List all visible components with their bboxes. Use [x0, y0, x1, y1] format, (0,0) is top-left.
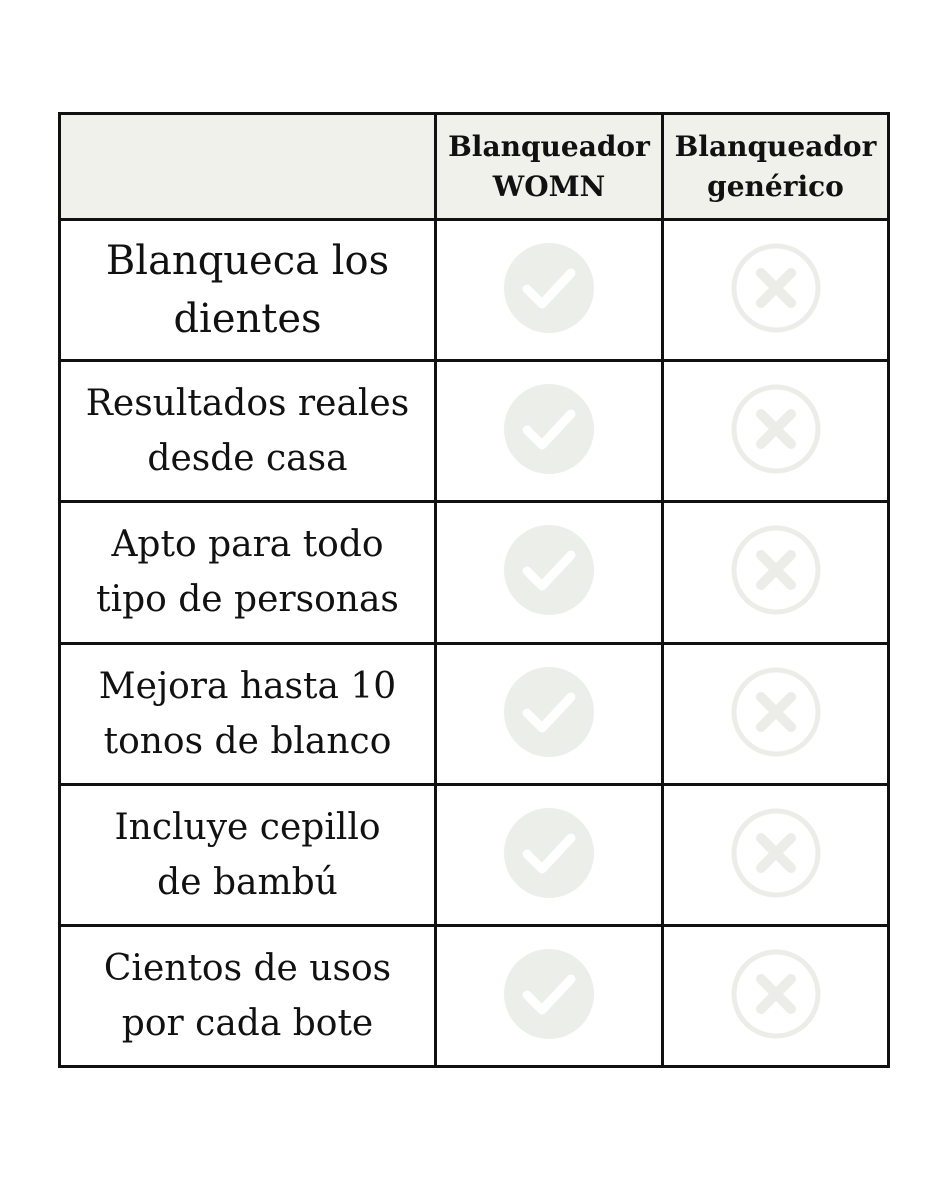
feature-cell — [60, 220, 436, 361]
womn-cell — [436, 784, 663, 925]
feature-cell — [60, 784, 436, 925]
check-icon — [502, 523, 596, 617]
feature-line-2: tipo de personas — [96, 579, 399, 621]
womn-cell — [436, 643, 663, 784]
header-womn-line-1: Blanqueador — [448, 129, 650, 163]
header-generic-line-2: genérico — [707, 169, 844, 203]
header-womn-line-2: WOMN — [492, 169, 606, 203]
check-icon — [502, 241, 596, 335]
feature-line-2: desde casa — [147, 438, 348, 480]
feature-cell — [60, 925, 436, 1066]
table-header-row — [60, 114, 889, 220]
feature-line-1: Blanqueca los — [105, 238, 390, 285]
cross-icon — [729, 241, 823, 335]
generic-cell — [663, 361, 889, 502]
feature-line-2: dientes — [173, 296, 322, 343]
header-generic-line-1: Blanqueador — [674, 129, 877, 163]
feature-line-2: tonos de blanco — [103, 720, 392, 762]
table-row — [60, 361, 889, 502]
womn-cell — [436, 361, 663, 502]
feature-line-2: de bambú — [157, 861, 338, 903]
generic-cell — [663, 643, 889, 784]
table-row — [60, 502, 889, 643]
womn-cell — [436, 925, 663, 1066]
feature-line-1: Incluye cepillo — [114, 806, 381, 848]
check-icon — [502, 382, 596, 476]
womn-cell — [436, 220, 663, 361]
header-corner-cell — [60, 114, 436, 220]
check-icon — [502, 806, 596, 900]
feature-cell — [60, 502, 436, 643]
table-row — [60, 643, 889, 784]
cross-icon — [729, 665, 823, 759]
cross-icon — [729, 806, 823, 900]
feature-cell — [60, 643, 436, 784]
feature-line-1: Cientos de usos — [103, 947, 392, 989]
header-womn — [436, 114, 663, 220]
header-generic — [663, 114, 889, 220]
check-icon — [502, 947, 596, 1041]
generic-cell — [663, 784, 889, 925]
feature-line-1: Apto para todo — [111, 524, 384, 566]
feature-cell — [60, 361, 436, 502]
feature-line-1: Mejora hasta 10 — [98, 665, 397, 707]
womn-cell — [436, 502, 663, 643]
table-row — [60, 925, 889, 1066]
cross-icon — [729, 947, 823, 1041]
generic-cell — [663, 220, 889, 361]
table-row — [60, 220, 889, 361]
table-row — [60, 784, 889, 925]
cross-icon — [729, 523, 823, 617]
feature-line-2: por cada bote — [121, 1002, 374, 1044]
cross-icon — [729, 382, 823, 476]
generic-cell — [663, 925, 889, 1066]
generic-cell — [663, 502, 889, 643]
feature-line-1: Resultados reales — [85, 383, 410, 425]
comparison-table — [58, 112, 890, 1068]
check-icon — [502, 665, 596, 759]
